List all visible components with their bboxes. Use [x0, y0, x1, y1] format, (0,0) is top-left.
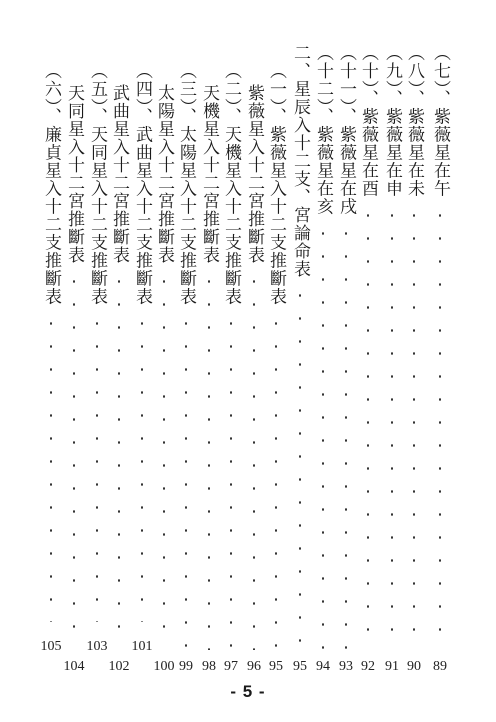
toc-page-number: 105 — [40, 639, 62, 654]
dot-leader — [73, 270, 75, 630]
toc-page-number: 93 — [339, 659, 353, 674]
toc-page-number: 94 — [316, 659, 330, 674]
toc-entry-title: （九）、紫薇星在申 — [382, 44, 402, 198]
toc-entry-title: （二）、天機星入十二支推斷表 — [221, 62, 241, 306]
dot-leader — [413, 204, 415, 651]
toc-page-number: 95 — [269, 659, 283, 674]
toc-entry-title: （五）、天同星入十二支推斷表 — [87, 62, 107, 306]
toc-page-number: 99 — [179, 659, 193, 674]
dot-leader — [322, 222, 324, 651]
toc-entry-title: （一）、紫薇星入十二支推斷表 — [266, 62, 286, 306]
dot-leader — [50, 312, 52, 623]
toc-entry[interactable] — [335, 44, 357, 654]
toc-entry[interactable] — [175, 62, 197, 654]
dot-leader — [185, 312, 187, 651]
toc-entry-title: （四）、武曲星入十二支推斷表 — [132, 62, 152, 306]
toc-page-number: 91 — [385, 659, 399, 674]
toc-entry[interactable] — [357, 44, 379, 654]
page-footer-number: - 5 - — [230, 682, 266, 701]
toc-entry[interactable] — [108, 84, 130, 634]
toc-entry[interactable] — [198, 84, 220, 654]
toc-page-number: 89 — [433, 659, 447, 674]
toc-entry-title: 武曲星入十二宮推斷表 — [109, 84, 129, 264]
toc-page-number: 101 — [131, 639, 153, 654]
toc-page-number: 90 — [407, 659, 421, 674]
toc-entry-title: （十二）、紫薇星在亥 — [313, 44, 333, 216]
dot-leader — [253, 270, 255, 650]
toc-entry-title: （六）、廉貞星入十二支推斷表 — [41, 62, 61, 306]
toc-entry[interactable] — [381, 44, 403, 654]
dot-leader — [230, 312, 232, 651]
dot-leader — [163, 270, 165, 630]
toc-entry[interactable] — [289, 44, 311, 654]
toc-entry-title: 紫薇星入十二宮推斷表 — [244, 84, 264, 264]
toc-page-number: 104 — [63, 659, 85, 674]
toc-entry-title: （八）、紫薇星在未 — [404, 44, 424, 198]
toc-entry[interactable] — [40, 62, 62, 626]
dot-leader — [299, 284, 301, 650]
toc-entry[interactable] — [63, 84, 85, 634]
toc-entry-title: （十一）、紫薇星在戌 — [336, 44, 356, 216]
toc-entry[interactable] — [243, 84, 265, 654]
dot-leader — [141, 312, 143, 623]
toc-page-number: 102 — [108, 659, 130, 674]
toc-page-number: 95 — [293, 659, 307, 674]
dot-leader — [275, 312, 277, 651]
toc-entry[interactable] — [265, 62, 287, 654]
toc-entry-title: 天同星入十二宮推斷表 — [64, 84, 84, 264]
dot-leader — [345, 222, 347, 651]
toc-entry[interactable] — [429, 44, 451, 654]
dot-leader — [118, 270, 120, 630]
toc-entry[interactable] — [153, 84, 175, 634]
toc-page-number: 100 — [153, 659, 175, 674]
toc-entry-title: （七）、紫薇星在午 — [430, 44, 450, 198]
toc-entry-title: 天機星入十二宮推斷表 — [199, 84, 219, 264]
dot-leader — [208, 270, 210, 650]
toc-entry[interactable] — [131, 62, 153, 626]
dot-leader — [391, 204, 393, 651]
toc-page-number: 98 — [202, 659, 216, 674]
toc-entry-title: 二、星辰入十二支、宮論命表 — [290, 44, 310, 278]
toc-entry[interactable] — [312, 44, 334, 654]
toc-entry[interactable] — [403, 44, 425, 654]
toc-page-number: 96 — [247, 659, 261, 674]
toc-entry-title: （十）、紫薇星在酉 — [358, 44, 378, 198]
toc-entry-title: （三）、太陽星入十二支推斷表 — [176, 62, 196, 306]
toc-entry[interactable] — [86, 62, 108, 626]
toc-page-number: 97 — [224, 659, 238, 674]
toc-entry[interactable] — [220, 62, 242, 654]
toc-page-number: 103 — [86, 639, 108, 654]
dot-leader — [367, 204, 369, 651]
dot-leader — [96, 312, 98, 623]
toc-page-number: 92 — [361, 659, 375, 674]
dot-leader — [439, 204, 441, 651]
toc-entry-title: 太陽星入十二宮推斷表 — [154, 84, 174, 264]
